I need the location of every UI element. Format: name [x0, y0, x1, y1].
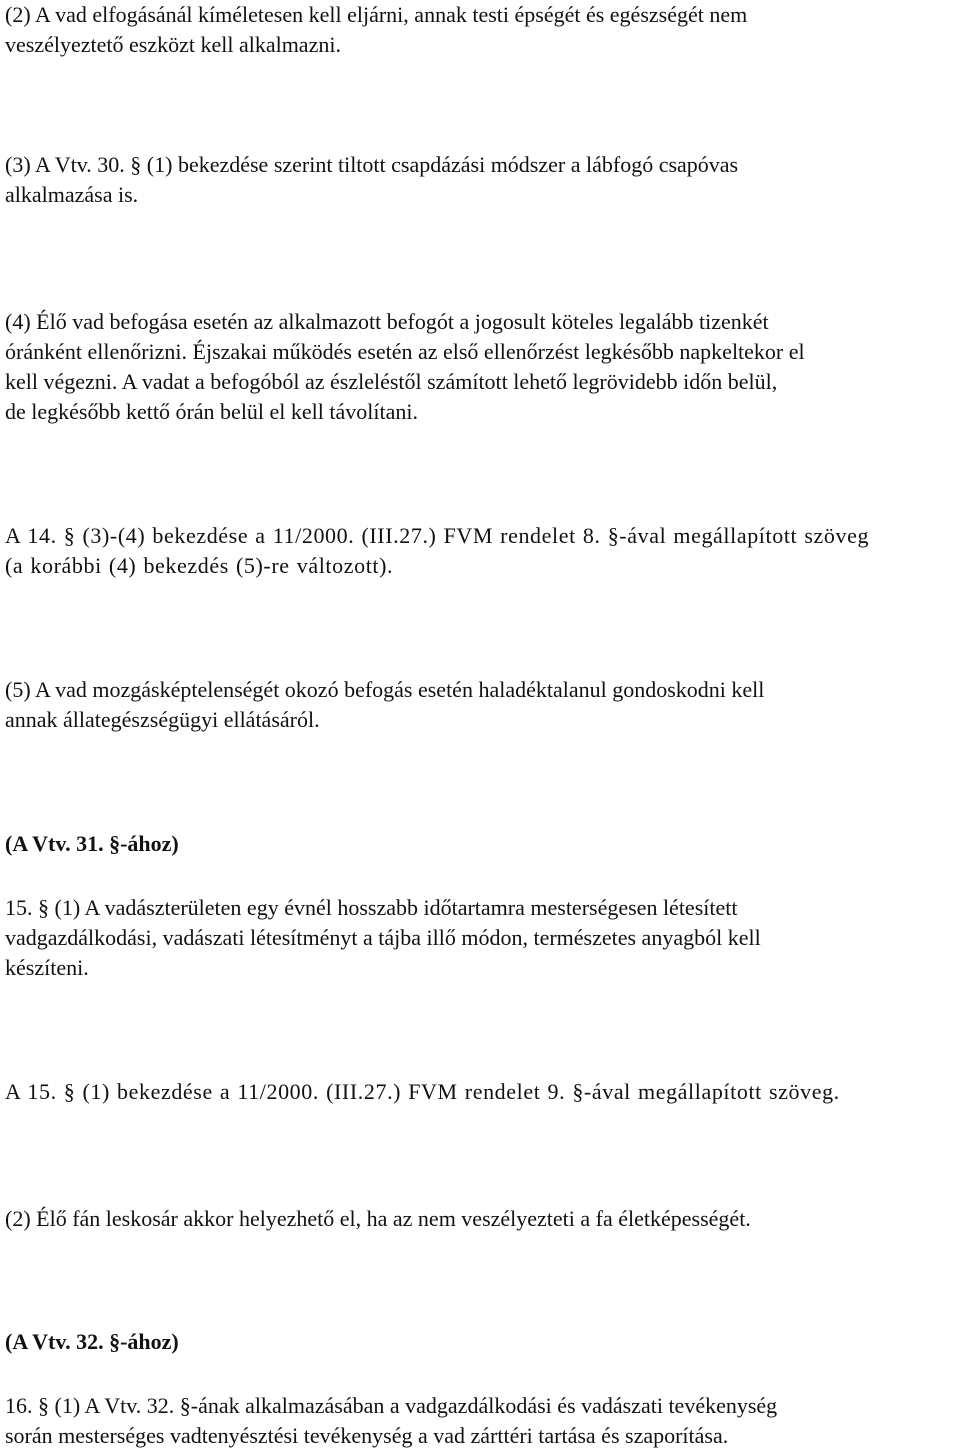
- text-line: vadgazdálkodási, vadászati létesítményt a tájba illő módon, természetes anyagból kell: [5, 925, 761, 950]
- text-line: (2) A vad elfogásánál kíméletesen kell eljárni, annak testi épségét és egészségét nem: [5, 2, 748, 27]
- paragraph-csapdazasi-modszer: [5, 150, 955, 210]
- section-heading-vtv-32: (A Vtv. 32. §-ához): [5, 1329, 179, 1354]
- text-line: (3) A Vtv. 30. § (1) bekezdése szerint tiltott csapdázási módszer a lábfogó csapóvas: [5, 152, 739, 177]
- paragraph-leskosar: [5, 1204, 955, 1234]
- paragraph-vadtenyesztes: [5, 1391, 955, 1451]
- text-line: 16. § (1) A Vtv. 32. §-ának alkalmazásában a vadgazdálkodási és vadászati tevékenység: [5, 1393, 778, 1418]
- text-line: 15. § (1) A vadászterületen egy évnél hosszabb időtartamra mesterségesen létesített: [5, 895, 738, 920]
- paragraph-letesitmeny: [5, 893, 955, 983]
- text-line: de legkésőbb kettő órán belül el kell távolítani.: [5, 399, 418, 424]
- text-line: (4) Élő vad befogása esetén az alkalmazott befogót a jogosult köteles legalább tizenkét: [5, 309, 769, 334]
- text-line: óránként ellenőrizni. Éjszakai működés esetén az első ellenőrzést legkésőbb napkeltekor el: [5, 339, 805, 364]
- amendment-note-14: [5, 521, 955, 581]
- text-line: (5) A vad mozgásképtelenségét okozó befogás esetén haladéktalanul gondoskodni kell: [5, 677, 765, 702]
- paragraph-befogo-ellenorzes: [5, 307, 955, 427]
- text-line: (2) Élő fán leskosár akkor helyezhető el, ha az nem veszélyezteti a fa életképességét.: [5, 1206, 751, 1231]
- text-line: A 14. § (3)-(4) bekezdése a 11/2000. (III.27.) FVM rendelet 8. §-ával megállapított szöveg: [5, 523, 870, 548]
- text-line: veszélyeztető eszközt kell alkalmazni.: [5, 32, 341, 57]
- amendment-note-15: [5, 1077, 955, 1107]
- paragraph-mozgaskeptelenseg: [5, 675, 955, 735]
- text-line: alkalmazása is.: [5, 182, 139, 207]
- section-heading-vtv-31: (A Vtv. 31. §-ához): [5, 831, 179, 856]
- text-line: (a korábbi (4) bekezdés (5)-re változott).: [5, 553, 394, 578]
- paragraph-vad-elfogasa: [5, 0, 955, 60]
- text-line: kell végezni. A vadat a befogóból az észleléstől számított lehető legrövidebb időn belül,: [5, 369, 778, 394]
- text-line: A 15. § (1) bekezdése a 11/2000. (III.27.) FVM rendelet 9. §-ával megállapított szöveg.: [5, 1079, 840, 1104]
- text-line: készíteni.: [5, 955, 89, 980]
- text-line: annak állategészségügyi ellátásáról.: [5, 707, 320, 732]
- text-line: során mesterséges vadtenyésztési tevékenység a vad zárttéri tartása és szaporítása.: [5, 1423, 729, 1448]
